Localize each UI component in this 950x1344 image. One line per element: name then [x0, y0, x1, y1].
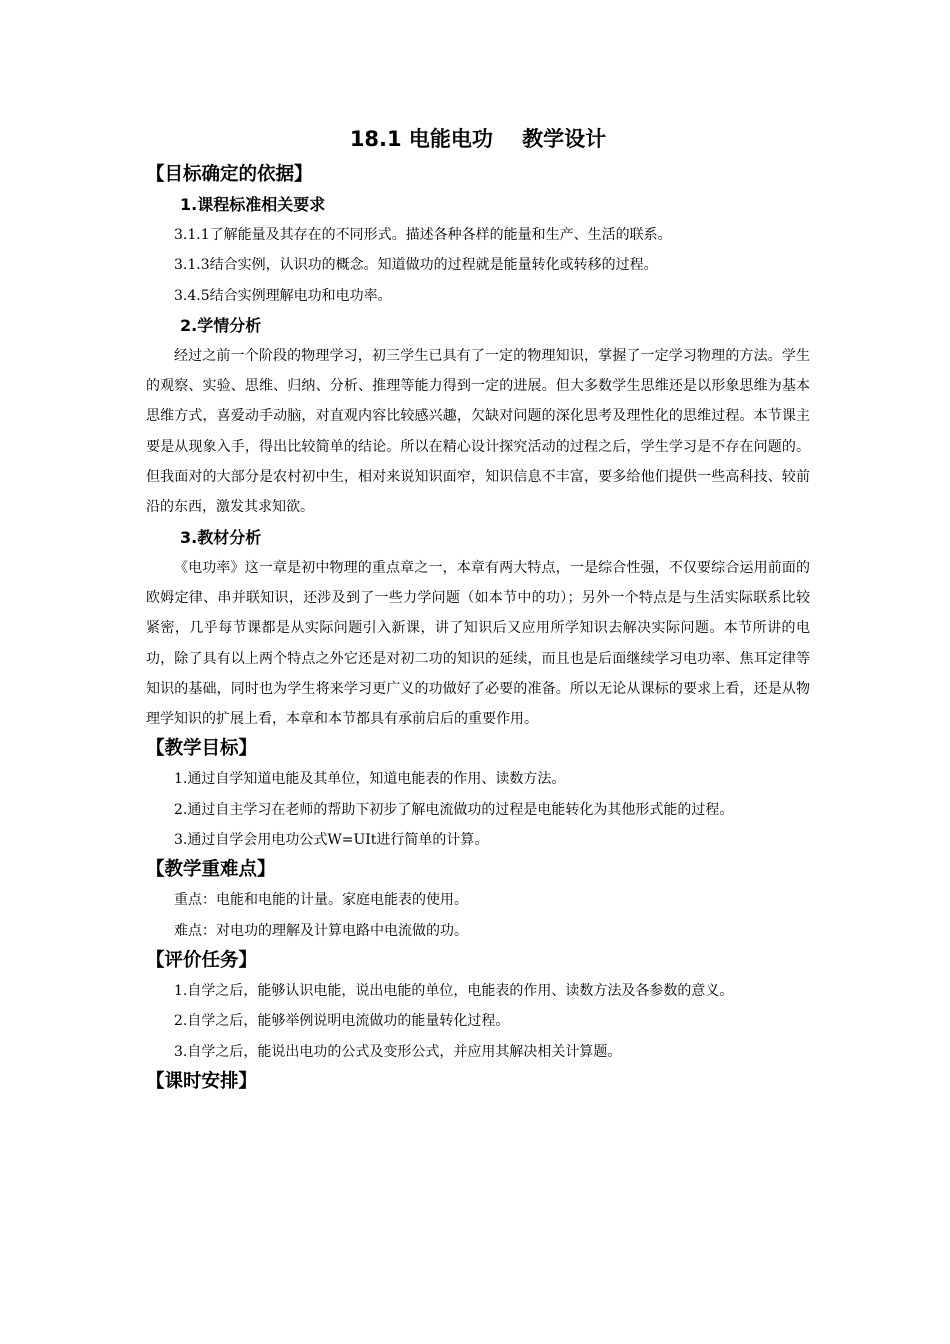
objectives-heading: 【教学目标】 — [146, 738, 258, 760]
material-analysis-paragraph: 《电功率》这一章是初中物理的重点章之一，本章有两大特点，一是综合性强，不仅要综合运用前面的欧姆定律、串并联知识，还涉及到了一些力学问题（如本节中的功）；另外一个特点是与生活实际联系比较紧密，几乎每节课都是从实际问题引入新课，讲了知识后又应用所学知识去解决实际问题。本节所讲的电功，除了具有以上两个特点之外它还是对初二功的知识的延续，而且也是后面继续学习电功率、焦耳定律等知识的基础，同时也为学生将来学习更广义的功做好了必要的准备。所以无论从课标的要求上看，还是从物理学知识的扩展上看，本章和本节都具有承前启后的重要作用。 — [146, 559, 810, 728]
material-analysis-heading: 3.教材分析 — [180, 527, 262, 547]
evaluation-item: 3.自学之后，能说出电功的公式及变形公式，并应用其解决相关计算题。 — [174, 1043, 622, 1060]
curriculum-item: 3.1.1了解能量及其存在的不同形式。描述各种各样的能量和生产、生活的联系。 — [174, 227, 672, 243]
curriculum-heading: 1.课程标准相关要求 — [180, 195, 326, 214]
key-point-item: 重点：电能和电能的计量。家庭电能表的使用。 — [174, 892, 468, 909]
key-points-heading: 【教学重难点】 — [146, 859, 276, 881]
objective-item: 2.通过自主学习在老师的帮助下初步了解电流做功的过程是电能转化为其他形式能的过程。 — [174, 801, 734, 818]
basis-heading: 【目标确定的依据】 — [146, 164, 313, 185]
document-title: 18.1 电能电功 教学设计 — [349, 127, 607, 151]
student-analysis-paragraph: 经过之前一个阶段的物理学习，初三学生已具有了一定的物理知识，掌握了一定学习物理的方法。学生的观察、实验、思维、归纳、分析、推理等能力得到一定的进展。但大多数学生思维还是以形象思维为基本思维方式，喜爱动手动脑，对直观内容比较感兴趣，欠缺对问题的深化思考及理性化的思维过程。本节课主要是从现象入手，得出比较简单的结论。所以在精心设计探究活动的过程之后，学生学习是不存在问题的。但我面对的大部分是农村初中生，相对来说知识面窄，知识信息不丰富，要多给他们提供一些高科技、较前沿的东西，激发其求知欲。 — [146, 347, 810, 516]
objective-item: 3.通过自学会用电功公式W=UIt进行简单的计算。 — [174, 832, 489, 849]
curriculum-item: 3.1.3结合实例，认识功的概念。知道做功的过程就是能量转化或转移的过程。 — [174, 257, 658, 274]
evaluation-heading: 【评价任务】 — [146, 949, 258, 971]
evaluation-item: 1.自学之后，能够认识电能，说出电能的单位，电能表的作用、读数方法及各参数的意义。 — [174, 982, 734, 999]
schedule-heading: 【课时安排】 — [146, 1070, 258, 1092]
curriculum-item: 3.4.5结合实例理解电功和电功率。 — [174, 287, 392, 304]
difficult-point-item: 难点：对电功的理解及计算电路中电流做的功。 — [174, 922, 468, 939]
objective-item: 1.通过自学知道电能及其单位，知道电能表的作用、读数方法。 — [174, 771, 566, 788]
document-page — [146, 118, 810, 1097]
student-analysis-heading: 2.学情分析 — [180, 315, 262, 335]
evaluation-item: 2.自学之后，能够举例说明电流做功的能量转化过程。 — [174, 1013, 510, 1030]
